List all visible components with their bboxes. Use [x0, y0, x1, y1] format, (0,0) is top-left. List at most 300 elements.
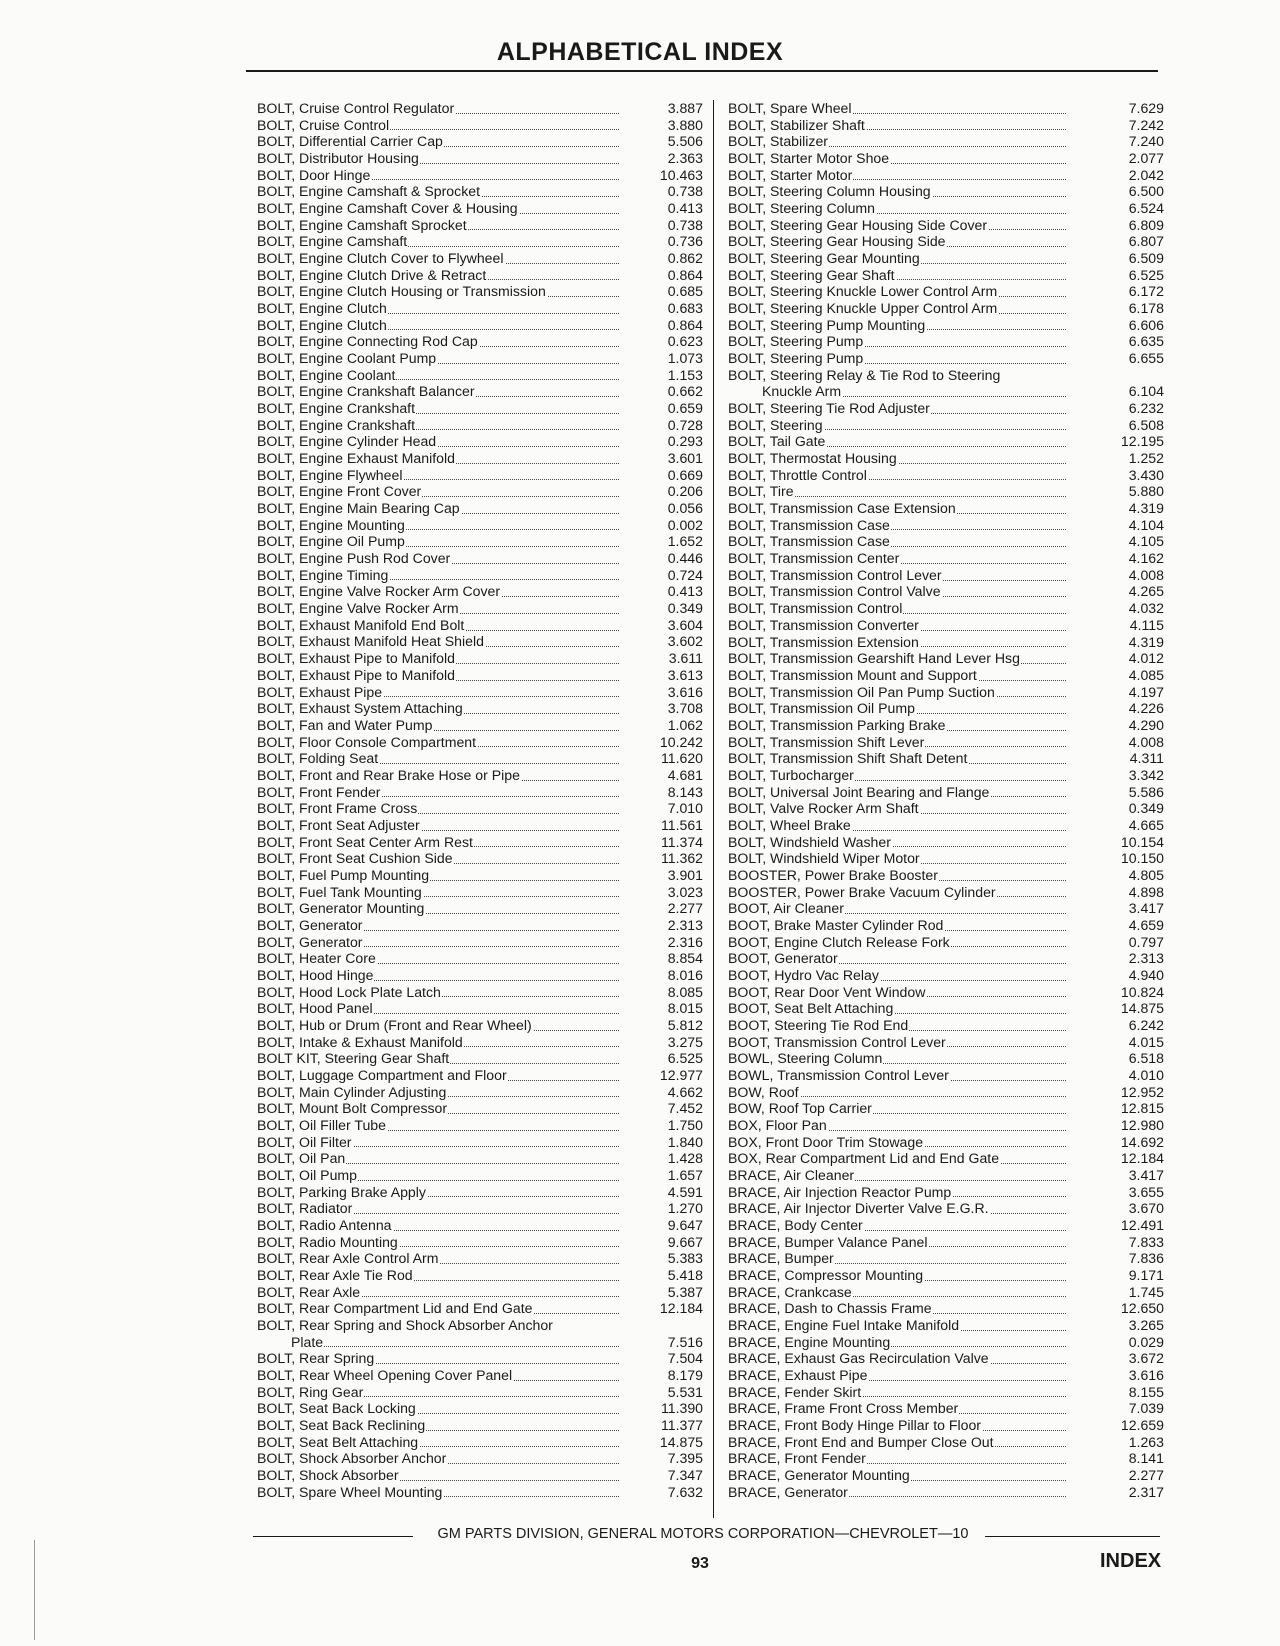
- entry-name-text: BOLT, Radio Mounting: [257, 1233, 398, 1250]
- index-entry: [728, 1317, 1164, 1334]
- entry-name: [257, 1267, 625, 1284]
- entry-reference: 3.887: [667, 99, 703, 116]
- entry-name-text: BOLT, Front Seat Center Arm Rest: [257, 833, 473, 850]
- entry-reference: 2.077: [1128, 150, 1164, 166]
- entry-name-text: BRACE, Exhaust Pipe: [728, 1367, 868, 1384]
- entry-name-text: BOX, Front Door Trim Stowage: [728, 1133, 924, 1150]
- entry-name: [728, 117, 1072, 134]
- entry-name: [257, 1167, 625, 1184]
- entry-name-text: BOLT, Transmission Case: [728, 516, 890, 533]
- entry-name: [257, 667, 625, 684]
- entry-name-text: BOLT, Valve Rocker Arm Shaft: [728, 800, 919, 817]
- entry-reference: 6.178: [1128, 300, 1164, 317]
- entry-reference: 4.115: [1129, 616, 1164, 633]
- entry-name: [257, 1367, 625, 1384]
- entry-name-text: BOLT, Radio Antenna: [257, 1217, 392, 1233]
- entry-name: [728, 650, 1072, 667]
- index-entry: [257, 183, 703, 200]
- entry-reference: 0.669: [667, 466, 703, 483]
- index-entry: [257, 1050, 703, 1067]
- entry-name-text: BOLT, Differential Carrier Cap: [257, 133, 443, 150]
- index-entry: [728, 1400, 1164, 1417]
- entry-name-text: BOLT, Hood Panel: [257, 1000, 373, 1017]
- entry-reference: 1.153: [667, 366, 703, 383]
- index-entry: [728, 133, 1164, 150]
- entry-name: [257, 867, 625, 884]
- entry-reference: 4.085: [1128, 666, 1164, 683]
- entry-name: [728, 283, 1072, 300]
- entry-reference: 4.104: [1128, 516, 1164, 533]
- entry-reference: 3.708: [667, 700, 703, 717]
- entry-name-text: BOOT, Air Cleaner: [728, 900, 844, 917]
- entry-reference: 2.277: [1128, 1467, 1164, 1484]
- entry-name: [257, 433, 625, 450]
- index-entry: [257, 1250, 703, 1267]
- entry-name-text: BOLT, Transmission Center: [728, 550, 900, 567]
- index-entry: [728, 417, 1164, 434]
- entry-reference: 0.736: [667, 233, 703, 250]
- entry-name-text: BOLT, Windshield Washer: [728, 833, 891, 850]
- entry-name-text: BOLT, Stabilizer Shaft: [728, 116, 865, 133]
- entry-name-text: BOLT, Generator: [257, 916, 363, 933]
- entry-name: [728, 667, 1072, 684]
- entry-reference: 6.518: [1128, 1050, 1164, 1067]
- entry-name: [257, 483, 625, 500]
- entry-name: [728, 1300, 1072, 1317]
- entry-name-text: BOLT, Throttle Control: [728, 466, 867, 483]
- entry-name-text: BOLT, Transmission Gearshift Hand Lever Hsg: [728, 650, 1020, 667]
- entry-name: [728, 417, 1072, 434]
- entry-name-text: BOLT, Transmission Converter: [728, 616, 919, 633]
- entry-name-text: BOLT KIT, Steering Gear Shaft: [257, 1050, 450, 1067]
- index-entry: [728, 450, 1164, 467]
- entry-reference: 6.807: [1128, 233, 1164, 250]
- entry-name-text: BOLT, Engine Crankshaft: [257, 400, 415, 417]
- entry-name-text: BOLT, Transmission Mount and Support: [728, 666, 977, 683]
- entry-reference: 10.463: [659, 166, 703, 183]
- entry-name: [728, 1317, 1072, 1334]
- entry-name: [257, 734, 625, 751]
- entry-name-text: BOOT, Steering Tie Rod End: [728, 1016, 909, 1033]
- index-entry: [728, 900, 1164, 917]
- index-entry: [257, 583, 703, 600]
- entry-reference: 11.561: [660, 816, 703, 833]
- entry-reference: 3.880: [667, 116, 703, 133]
- entry-name: [728, 817, 1072, 834]
- index-entry: [728, 1300, 1164, 1317]
- index-entry: [728, 617, 1164, 634]
- entry-name: [257, 417, 625, 434]
- entry-name-text: BOLT, Front and Rear Brake Hose or Pipe: [257, 766, 520, 783]
- entry-name: [257, 550, 625, 567]
- entry-name-text: BOLT, Engine Clutch Housing or Transmission: [257, 283, 546, 300]
- entry-name-text: BRACE, Front Fender: [728, 1450, 866, 1467]
- entry-name-text: BOLT, Rear Axle Control Arm: [257, 1250, 439, 1267]
- entry-name: [257, 100, 625, 117]
- entry-name-text: BOLT, Engine Valve Rocker Arm: [257, 600, 459, 617]
- index-entry: [257, 500, 703, 517]
- entry-reference: 0.002: [667, 516, 703, 533]
- entry-name-text: BOLT, Transmission Control Valve: [728, 583, 941, 600]
- entry-name-text: BOLT, Heater Core: [257, 950, 376, 967]
- entry-reference: 6.104: [1128, 383, 1164, 400]
- entry-name: [257, 717, 625, 734]
- entry-reference: 4.659: [1128, 916, 1164, 933]
- entry-name: [728, 1150, 1072, 1167]
- index-entry: [728, 217, 1164, 234]
- footer-text: GM PARTS DIVISION, GENERAL MOTORS CORPORATION—CHEVROLET—10: [437, 1526, 969, 1542]
- entry-reference: 5.418: [667, 1267, 703, 1284]
- entry-reference: 12.184: [1120, 1150, 1164, 1167]
- entry-name: [257, 383, 625, 400]
- entry-name-text: BOLT, Engine Push Rod Cover: [257, 550, 451, 567]
- index-entry: [728, 200, 1164, 217]
- index-entry: [257, 1434, 703, 1451]
- entry-name: [257, 1434, 625, 1451]
- entry-name: [257, 367, 625, 384]
- entry-name-text: BOLT, Transmission Control Lever: [728, 566, 942, 583]
- entry-reference: 4.010: [1128, 1066, 1164, 1083]
- entry-reference: 14.875: [1120, 1000, 1164, 1017]
- index-entry: [257, 517, 703, 534]
- index-entry: [257, 117, 703, 134]
- index-entry: [728, 283, 1164, 300]
- entry-name: [257, 1317, 625, 1350]
- entry-name: [728, 150, 1072, 167]
- entry-name: [257, 1134, 625, 1151]
- entry-name: [728, 1484, 1072, 1501]
- entry-name-text: BRACE, Dash to Chassis Frame: [728, 1300, 932, 1317]
- entry-name-text: BOOT, Generator: [728, 950, 838, 967]
- entry-name: [728, 917, 1072, 934]
- entry-reference: 8.143: [667, 783, 703, 800]
- index-entry: [728, 584, 1164, 601]
- entry-name: [257, 267, 625, 284]
- entry-name-text: BOW, Roof: [728, 1083, 799, 1100]
- entry-name-text: BOLT, Hood Hinge: [257, 966, 374, 983]
- entry-name-text: BOLT, Exhaust System Attaching: [257, 700, 463, 717]
- index-entry: [728, 483, 1164, 500]
- entry-reference: 0.293: [667, 433, 703, 450]
- entry-name: [728, 1417, 1072, 1434]
- index-entry: [257, 1217, 703, 1234]
- entry-name: [728, 1100, 1072, 1117]
- entry-reference: 1.428: [667, 1150, 703, 1167]
- index-entry: [728, 1084, 1164, 1101]
- entry-name: [257, 1467, 625, 1484]
- entry-name: [728, 717, 1072, 734]
- section-label: INDEX: [1100, 1550, 1162, 1572]
- entry-reference: 12.491: [1120, 1217, 1164, 1234]
- entry-reference: 7.039: [1128, 1400, 1164, 1417]
- entry-name-text: BRACE, Generator Mounting: [728, 1467, 910, 1484]
- entry-reference: 0.413: [667, 583, 703, 600]
- entry-reference: 12.980: [1120, 1116, 1164, 1133]
- entry-reference: 2.316: [667, 933, 703, 950]
- entry-name: [728, 1267, 1072, 1284]
- entry-reference: 5.812: [667, 1016, 703, 1033]
- entry-reference: 12.952: [1120, 1083, 1164, 1100]
- entry-name-text: BOLT, Steering Gear Housing Side Cover: [728, 216, 988, 233]
- index-entry: [728, 517, 1164, 534]
- entry-reference: 0.349: [1128, 800, 1164, 817]
- index-entry: [728, 634, 1164, 651]
- index-entry: [257, 617, 703, 634]
- entry-name: [728, 1167, 1072, 1184]
- entry-name-text: BOLT, Transmission Control: [728, 600, 903, 617]
- entry-reference: 0.685: [667, 283, 703, 300]
- entry-reference: 4.008: [1128, 566, 1164, 583]
- entry-name-text: BOLT, Wheel Brake: [728, 816, 851, 833]
- entry-name: [257, 217, 625, 234]
- entry-name-text: BOLT, Seat Belt Attaching: [257, 1433, 419, 1450]
- entry-name-text: BOLT, Ring Gear: [257, 1383, 364, 1400]
- entry-name-text: BOLT, Floor Console Compartment: [257, 733, 477, 750]
- entry-name-text: BOLT, Spare Wheel: [728, 99, 852, 116]
- entry-reference: 4.681: [667, 766, 703, 783]
- entry-reference: 3.901: [667, 866, 703, 883]
- entry-name-text: BOLT, Transmission Case: [728, 533, 890, 550]
- entry-name: [257, 1250, 625, 1267]
- index-entry: [728, 950, 1164, 967]
- entry-name-text: BOLT, Engine Camshaft Sprocket: [257, 216, 467, 233]
- index-entry: [728, 317, 1164, 334]
- entry-name: [257, 984, 625, 1001]
- entry-name: [728, 984, 1072, 1001]
- index-entry: [257, 100, 703, 117]
- entry-name: [728, 167, 1072, 184]
- entry-name-text: BOLT, Engine Exhaust Manifold: [257, 450, 455, 467]
- entry-name: [257, 167, 625, 184]
- index-entry: [257, 167, 703, 184]
- entry-reference: 0.864: [667, 316, 703, 333]
- index-entry: [257, 150, 703, 167]
- entry-reference: 5.506: [667, 133, 703, 150]
- index-entry: [257, 700, 703, 717]
- entry-name: [257, 517, 625, 534]
- entry-name-text: BRACE, Engine Mounting: [728, 1333, 891, 1350]
- entry-name: [728, 767, 1072, 784]
- entry-name: [257, 283, 625, 300]
- entry-reference: 3.613: [667, 666, 703, 683]
- entry-name-text: BOLT, Front Fender: [257, 783, 381, 800]
- index-entry: [257, 1150, 703, 1167]
- entry-reference: 8.141: [1128, 1450, 1164, 1467]
- entry-name: [257, 1417, 625, 1434]
- index-entry: [728, 917, 1164, 934]
- entry-name: [728, 500, 1072, 517]
- entry-reference: 3.601: [667, 450, 703, 467]
- entry-name: [728, 1334, 1072, 1351]
- entry-name: [728, 367, 1072, 400]
- entry-reference: 3.417: [1128, 1167, 1164, 1183]
- entry-name: [257, 250, 625, 267]
- entry-name-text: BOLT, Engine Connecting Rod Cap: [257, 333, 478, 350]
- entry-reference: 1.652: [667, 533, 703, 550]
- index-entry: [257, 1284, 703, 1301]
- entry-reference: 0.056: [667, 500, 703, 517]
- entry-name-text: BOLT, Engine Clutch: [257, 316, 387, 333]
- entry-reference: 7.010: [667, 800, 703, 817]
- entry-reference: 6.606: [1128, 316, 1164, 333]
- entry-name: [728, 1034, 1072, 1051]
- entry-reference: 0.797: [1128, 933, 1164, 950]
- index-entry: [728, 1467, 1164, 1484]
- entry-reference: 0.864: [667, 266, 703, 283]
- index-entry: [728, 233, 1164, 250]
- index-entry: [257, 1450, 703, 1467]
- entry-name: [257, 1284, 625, 1301]
- entry-name-text: BOLT, Seat Back Reclining: [257, 1417, 426, 1434]
- entry-reference: 4.290: [1128, 716, 1164, 733]
- entry-name: [728, 400, 1072, 417]
- entry-name: [257, 617, 625, 634]
- entry-name-text: BRACE, Bumper: [728, 1250, 834, 1267]
- index-entry: [728, 1117, 1164, 1134]
- index-entry: [257, 1317, 703, 1350]
- index-entry: [728, 700, 1164, 717]
- entry-name-text: BOLT, Front Seat Cushion Side: [257, 850, 453, 867]
- entry-reference: 6.655: [1128, 350, 1164, 367]
- entry-name-text: BOOT, Hydro Vac Relay: [728, 966, 879, 983]
- entry-reference: 5.586: [1128, 783, 1164, 800]
- dot-leader: [291, 1346, 619, 1347]
- entry-reference: 1.263: [1128, 1433, 1164, 1450]
- entry-reference: 0.662: [667, 383, 703, 400]
- index-entry: [728, 1150, 1164, 1167]
- entry-reference: 1.750: [667, 1116, 703, 1133]
- entry-name-text: BOLT, Steering Column: [728, 200, 876, 217]
- index-entry: [728, 1384, 1164, 1401]
- entry-reference: 1.840: [667, 1133, 703, 1150]
- index-entry: [728, 183, 1164, 200]
- entry-reference: 7.240: [1128, 133, 1164, 150]
- index-entry: [257, 1184, 703, 1201]
- entry-name: [257, 1017, 625, 1034]
- entry-reference: 6.809: [1128, 216, 1164, 233]
- index-entry: [728, 1350, 1164, 1367]
- entry-reference: 2.317: [1128, 1483, 1164, 1500]
- entry-name-text: BOLT, Transmission Shift Lever: [728, 733, 925, 750]
- entry-name-text: BRACE, Exhaust Gas Recirculation Valve: [728, 1350, 989, 1367]
- entry-reference: 6.525: [667, 1050, 703, 1067]
- entry-name: [257, 917, 625, 934]
- entry-reference: 2.277: [667, 900, 703, 917]
- entry-name-text: BRACE, Bumper Valance Panel: [728, 1233, 928, 1250]
- entry-name-text: BOLT, Rear Wheel Opening Cover Panel: [257, 1367, 513, 1384]
- entry-name: [728, 1234, 1072, 1251]
- entry-reference: 0.413: [667, 200, 703, 217]
- entry-reference: 11.620: [660, 750, 703, 767]
- entry-name: [728, 1067, 1072, 1084]
- entry-name-text: BOLT, Fuel Pump Mounting: [257, 866, 430, 883]
- entry-name-text: BRACE, Front Body Hinge Pillar to Floor: [728, 1417, 981, 1434]
- entry-reference: 0.724: [667, 566, 703, 583]
- index-entry: [728, 1050, 1164, 1067]
- entry-name: [257, 1200, 625, 1217]
- entry-reference: 3.430: [1128, 466, 1164, 483]
- index-entry: [728, 500, 1164, 517]
- entry-name: [257, 1484, 625, 1501]
- entry-name: [728, 1467, 1072, 1484]
- entry-reference: 2.313: [667, 916, 703, 933]
- entry-name-text: BOLT, Steering Pump Mounting: [728, 316, 926, 333]
- entry-name-text: BOLT, Cruise Control: [257, 116, 390, 133]
- index-entry: [257, 1167, 703, 1184]
- entry-reference: 3.670: [1128, 1200, 1164, 1217]
- entry-reference: 12.977: [659, 1066, 703, 1083]
- entry-name-text: BRACE, Crankcase: [728, 1283, 852, 1300]
- entry-name: [257, 934, 625, 951]
- entry-reference: 7.516: [667, 1333, 703, 1350]
- entry-name: [728, 1000, 1072, 1017]
- index-entry: [728, 1234, 1164, 1251]
- index-entry: [257, 200, 703, 217]
- index-entry: [257, 900, 703, 917]
- entry-name-text: BOLT, Rear Compartment Lid and End Gate: [257, 1300, 533, 1317]
- entry-name: [257, 533, 625, 550]
- entry-name-text: BOLT, Door Hinge: [257, 166, 371, 183]
- entry-name-text: BOLT, Transmission Case Extension: [728, 500, 956, 517]
- entry-name-line1: BOLT, Steering Relay & Tie Rod to Steering: [728, 366, 1001, 383]
- index-entry: [728, 1367, 1164, 1384]
- index-entry: [728, 567, 1164, 584]
- index-entry: [257, 1017, 703, 1034]
- entry-reference: 7.395: [667, 1450, 703, 1467]
- entry-reference: 14.875: [659, 1433, 703, 1450]
- index-entry: [257, 600, 703, 617]
- entry-name-text: BOLT, Steering Gear Shaft: [728, 266, 895, 283]
- entry-reference: 1.657: [667, 1166, 703, 1183]
- entry-name-text: BOLT, Seat Back Locking: [257, 1400, 416, 1417]
- entry-name: [728, 1050, 1072, 1067]
- entry-name-text: BOLT, Oil Filler Tube: [257, 1116, 386, 1133]
- entry-name: [257, 350, 625, 367]
- index-entry: [257, 300, 703, 317]
- index-entry: [257, 1067, 703, 1084]
- entry-name: [257, 1150, 625, 1167]
- entry-name: [257, 467, 625, 484]
- entry-reference: 10.824: [1120, 983, 1164, 1000]
- entry-name-text: BOLT, Generator Mounting: [257, 900, 425, 917]
- entry-name: [728, 1117, 1072, 1134]
- entry-name: [728, 1134, 1072, 1151]
- entry-name: [728, 600, 1072, 617]
- entry-reference: 6.508: [1128, 416, 1164, 433]
- entry-reference: 1.745: [1128, 1283, 1164, 1300]
- entry-reference: 6.500: [1128, 183, 1164, 200]
- index-entry: [728, 1334, 1164, 1351]
- index-entry: [728, 984, 1164, 1001]
- entry-reference: 8.015: [667, 1000, 703, 1017]
- index-entry: [728, 333, 1164, 350]
- entry-name-text: BRACE, Body Center: [728, 1217, 863, 1234]
- entry-name-text: BOLT, Intake & Exhaust Manifold: [257, 1033, 463, 1050]
- index-entry: [728, 1100, 1164, 1117]
- entry-reference: 3.417: [1128, 900, 1164, 917]
- index-entry: [728, 150, 1164, 167]
- index-entry: [257, 767, 703, 784]
- entry-name-text: BOX, Rear Compartment Lid and End Gate: [728, 1150, 1000, 1167]
- entry-name: [728, 684, 1072, 701]
- margin-mark: [34, 1540, 35, 1640]
- entry-name-text: BOLT, Engine Clutch: [257, 300, 387, 317]
- entry-name-text: BRACE, Front End and Bumper Close Out: [728, 1433, 994, 1450]
- index-entry: [728, 1484, 1164, 1501]
- index-entry: [257, 717, 703, 734]
- index-entry: [257, 1117, 703, 1134]
- entry-name-text: BOLT, Shock Absorber: [257, 1467, 399, 1484]
